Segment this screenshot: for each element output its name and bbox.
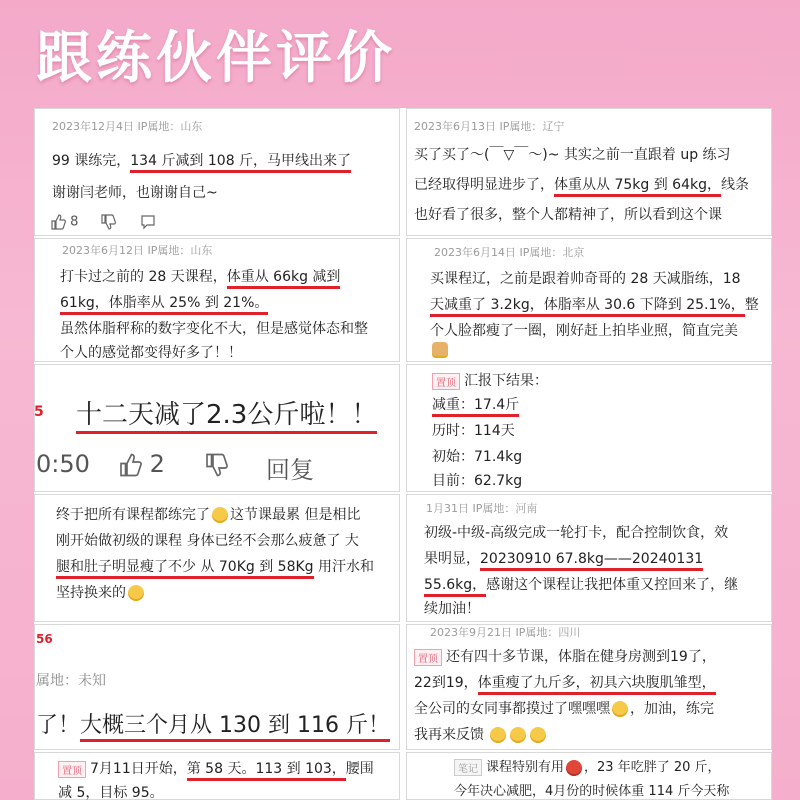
review-line: 坚持换来的 <box>56 582 146 602</box>
pinned-tag: 置顶 <box>414 649 442 666</box>
crying-emoji-icon <box>212 507 228 523</box>
comment-button[interactable] <box>140 214 156 230</box>
review-card-9 <box>34 624 400 750</box>
review-meta: 2023年12月4日 IP属地：山东 <box>52 120 203 133</box>
pinned-tag: 置顶 <box>58 761 86 778</box>
page-title: 跟练伙伴评价 <box>36 26 396 91</box>
video-timestamp: 0:50 <box>36 450 90 478</box>
review-line: 目前：62.7kg <box>432 473 523 489</box>
review-card-12 <box>406 752 772 800</box>
dog-emoji-icon <box>432 342 448 358</box>
comment-icon <box>140 214 156 230</box>
pinned-tag: 置顶 <box>432 373 460 390</box>
thumb-down-icon <box>100 214 116 230</box>
review-card-1 <box>34 108 400 236</box>
review-line: 个人脸都瘦了一圈，刚好赶上拍毕业照，简直完美 <box>430 323 738 339</box>
highlight-underline: 61kg，体脂率从 25% 到 21%。 <box>60 295 268 315</box>
review-card-6 <box>406 364 772 492</box>
reply-button[interactable]: 回复 <box>266 456 314 484</box>
highlight-underline: 4月份的时候体重 114 斤今天称 <box>545 784 729 800</box>
review-line: 初级-中级-高级完成一轮打卡，配合控制饮食，效 <box>424 525 729 541</box>
highlight-underline: 体重瘦了九斤多，初具六块腹肌雏型， <box>478 675 716 695</box>
tomato-emoji-icon <box>566 760 582 776</box>
grin-emoji-icon <box>510 727 526 743</box>
review-line: 也好看了很多，整个人都精神了，所以看到这个课 <box>414 207 722 223</box>
review-line: 刚开始做初级的课程 身体已经不会那么疲惫了 大 <box>56 533 359 549</box>
review-line: 买课程辽，之前是跟着帅奇哥的 28 天减脂练，18 <box>430 271 741 287</box>
review-line: 买了买了～(￣▽￣～)~ 其实之前一直跟着 up 练习 <box>414 147 731 163</box>
review-line <box>432 394 519 414</box>
review-card-5 <box>34 364 400 492</box>
review-meta: 2023年9月21日 IP属地：四川 <box>430 626 581 639</box>
review-line: 谢谢闫老师，也谢谢自己~ <box>52 185 218 201</box>
thumb-up-icon <box>50 214 66 230</box>
highlight-underline: 体重从 66kg 减到 <box>227 269 341 289</box>
highlight-underline: 天减重了 3.2kg，体脂率从 30.6 下降到 25.1%， <box>430 297 745 317</box>
note-tag: 笔记 <box>454 759 482 776</box>
review-line: 笔记 课程特别有用 ，23 年吃胖了 20 斤， <box>454 756 721 776</box>
review-line: 全公司的女同事都摸过了嘿嘿嘿 ，加油，练完 <box>414 701 714 717</box>
highlight-underline: 134 斤减到 108 斤，马甲线出来了 <box>130 153 351 173</box>
review-line <box>60 292 268 312</box>
review-card-4 <box>406 238 772 362</box>
review-card-11 <box>34 752 400 800</box>
review-card-2 <box>406 108 772 236</box>
highlight-underline: 体重从从 75kg 到 64kg， <box>554 177 721 197</box>
review-card-7 <box>34 494 400 622</box>
review-line: 22到19，体重瘦了九斤多，初具六块腹肌雏型， <box>414 672 716 692</box>
thumb-up-icon <box>118 453 142 477</box>
review-line: 历时：114天 <box>432 423 515 439</box>
review-line: 终于把所有课程都练完了 这节课最累 但是相比 <box>56 507 361 523</box>
review-line: 果明显，20230910 67.8kg——20240131 <box>424 548 703 568</box>
review-line: 个人的感觉都变得好多了！！ <box>60 345 242 361</box>
review-meta: 2023年6月14日 IP属地：北京 <box>434 246 585 259</box>
review-line <box>76 394 377 431</box>
happy-emoji-icon <box>128 585 144 601</box>
highlight-underline: 20230910 67.8kg——20240131 <box>480 551 703 571</box>
review-card-3 <box>34 238 400 362</box>
review-line: 置顶 还有四十多节课，体脂在健身房测到19了， <box>414 646 716 666</box>
review-line: 我再来反馈 <box>414 724 548 744</box>
highlight-underline: 腿和肚子明显瘦了不少 从 70Kg 到 58Kg <box>56 559 314 579</box>
review-line: 打卡过之前的 28 天课程，体重从 66kg 减到 <box>60 266 340 286</box>
review-line: 99 课练完，134 斤减到 108 斤，马甲线出来了 <box>52 150 351 170</box>
like-count: 8 <box>70 214 79 230</box>
review-card-10 <box>406 624 772 750</box>
like-button[interactable] <box>118 450 165 478</box>
review-card-8 <box>406 494 772 622</box>
review-line: 置顶 汇报下结果： <box>432 370 548 390</box>
dislike-button[interactable] <box>100 214 116 230</box>
highlight-underline: 减重：17.4斤 <box>432 397 519 417</box>
badge-fragment: 5 <box>34 404 44 420</box>
review-meta: 2023年6月12日 IP属地：山东 <box>62 244 213 257</box>
like-button[interactable] <box>50 214 78 230</box>
review-line: 已经取得明显进步了，体重从从 75kg 到 64kg，线条 <box>414 174 749 194</box>
review-line: 天减重了 3.2kg，体脂率从 30.6 下降到 25.1%，整 <box>430 294 759 314</box>
review-line: 55.6kg，感谢这个课程让我把体重又控回来了，继 <box>424 574 738 594</box>
highlight-underline: 大概三个月从 130 到 116 斤！ <box>80 713 390 742</box>
review-line: 今年决心减肥，4月份的时候体重 114 斤今天称 <box>454 780 729 799</box>
review-line: 腿和肚子明显瘦了不少 从 70Kg 到 58Kg 用汗水和 <box>56 556 374 576</box>
highlight-underline: 第 58 天。113 到 103， <box>187 761 346 781</box>
badge-fragment: 56 <box>36 632 53 646</box>
review-line: 减 5，目标 95。 <box>58 785 164 800</box>
grin-emoji-icon <box>530 727 546 743</box>
review-line: 续加油！ <box>424 601 480 617</box>
review-line: 虽然体脂秤称的数字变化不大，但是感觉体态和整 <box>60 321 368 337</box>
grin-emoji-icon <box>490 727 506 743</box>
dislike-button[interactable] <box>204 450 228 478</box>
like-count: 2 <box>149 450 165 478</box>
review-board <box>34 108 772 800</box>
smile-emoji-icon <box>612 701 628 717</box>
highlight-underline: 十二天减了2.3公斤啦！！ <box>76 400 377 434</box>
review-meta: 属地：未知 <box>36 673 106 689</box>
review-line: 初始：71.4kg <box>432 449 523 465</box>
review-meta: 2023年6月13日 IP属地：辽宁 <box>414 120 565 133</box>
review-line: 置顶 7月11日开始，第 58 天。113 到 103，腰围 <box>58 758 374 778</box>
review-meta: 1月31日 IP属地：河南 <box>426 502 538 515</box>
review-line: 了！大概三个月从 130 到 116 斤！ <box>36 708 390 739</box>
thumb-down-icon <box>204 453 228 477</box>
highlight-underline: 55.6kg， <box>424 577 486 597</box>
